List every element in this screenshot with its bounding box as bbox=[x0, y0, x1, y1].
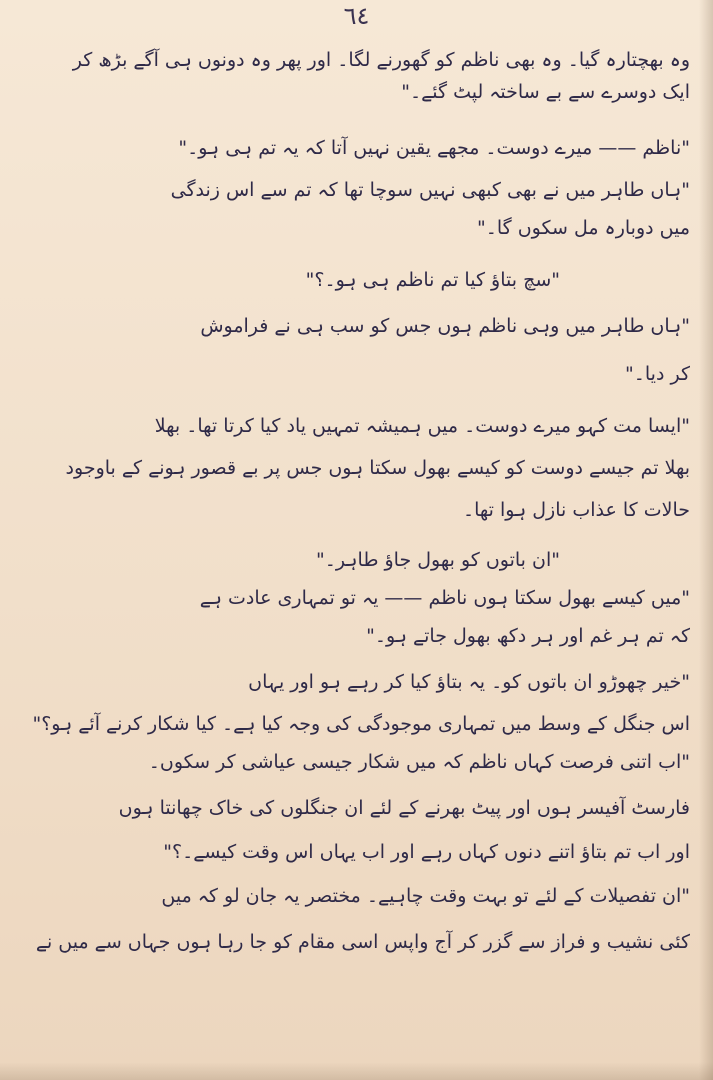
page-number: ٦٤ bbox=[343, 2, 370, 30]
text-line: اور اب تم بتاؤ اتنے دنوں کہاں رہے اور اب یہاں اس وقت کیسے۔؟" bbox=[163, 841, 690, 863]
page-bottom-shadow bbox=[0, 1062, 713, 1080]
text-line: ایک دوسرے سے بے ساختہ لپٹ گئے۔" bbox=[401, 81, 690, 103]
text-line: وہ بھچتارہ گیا۔ وہ بھی ناظم کو گھورنے لگا۔ اور پھر وہ دونوں ہی آگے بڑھ کر bbox=[72, 49, 690, 71]
text-line: فارسٹ آفیسر ہوں اور پیٹ بھرنے کے لئے ان جنگلوں کی خاک چھانتا ہوں bbox=[118, 797, 690, 819]
text-line: "میں کیسے بھول سکتا ہوں ناظم —— یہ تو تمہاری عادت ہے bbox=[199, 587, 690, 609]
text-line: "سچ بتاؤ کیا تم ناظم ہی ہو۔؟" bbox=[305, 269, 560, 291]
text-line: بھلا تم جیسے دوست کو کیسے بھول سکتا ہوں جس پر بے قصور ہونے کے باوجود bbox=[65, 457, 690, 479]
page-edge-shadow bbox=[699, 0, 713, 1080]
text-line: "ہاں طاہر میں نے بھی کبھی نہیں سوچا تھا کہ تم سے اس زندگی bbox=[170, 179, 690, 201]
text-line: "ہاں طاہر میں وہی ناظم ہوں جس کو سب ہی نے فراموش bbox=[200, 315, 690, 337]
text-line: کہ تم ہر غم اور ہر دکھ بھول جاتے ہو۔" bbox=[366, 625, 690, 647]
text-line: "ایسا مت کہو میرے دوست۔ میں ہمیشہ تمہیں یاد کیا کرتا تھا۔ بھلا bbox=[154, 415, 690, 437]
text-line: کر دیا۔" bbox=[625, 363, 690, 385]
text-line: "ان باتوں کو بھول جاؤ طاہر۔" bbox=[316, 549, 560, 571]
text-line: "ناظم —— میرے دوست۔ مجھے یقین نہیں آتا کہ یہ تم ہی ہو۔" bbox=[178, 137, 690, 159]
text-line: میں دوبارہ مل سکوں گا۔" bbox=[476, 217, 690, 239]
text-line: اس جنگل کے وسط میں تمہاری موجودگی کی وجہ کیا ہے۔ کیا شکار کرنے آئے ہو؟" bbox=[32, 713, 690, 735]
text-line: حالات کا عذاب نازل ہوا تھا۔ bbox=[462, 499, 690, 521]
body-text bbox=[30, 44, 690, 958]
text-line: "ان تفصیلات کے لئے تو بہت وقت چاہیے۔ مختصر یہ جان لو کہ میں bbox=[161, 885, 690, 907]
text-line: "اب اتنی فرصت کہاں ناظم کہ میں شکار جیسی عیاشی کر سکوں۔ bbox=[148, 751, 690, 773]
text-line: کئی نشیب و فراز سے گزر کر آج واپس اسی مقام کو جا رہا ہوں جہاں سے میں نے bbox=[35, 931, 690, 953]
text-line: "خیر چھوڑو ان باتوں کو۔ یہ بتاؤ کیا کر رہے ہو اور یہاں bbox=[248, 671, 690, 693]
